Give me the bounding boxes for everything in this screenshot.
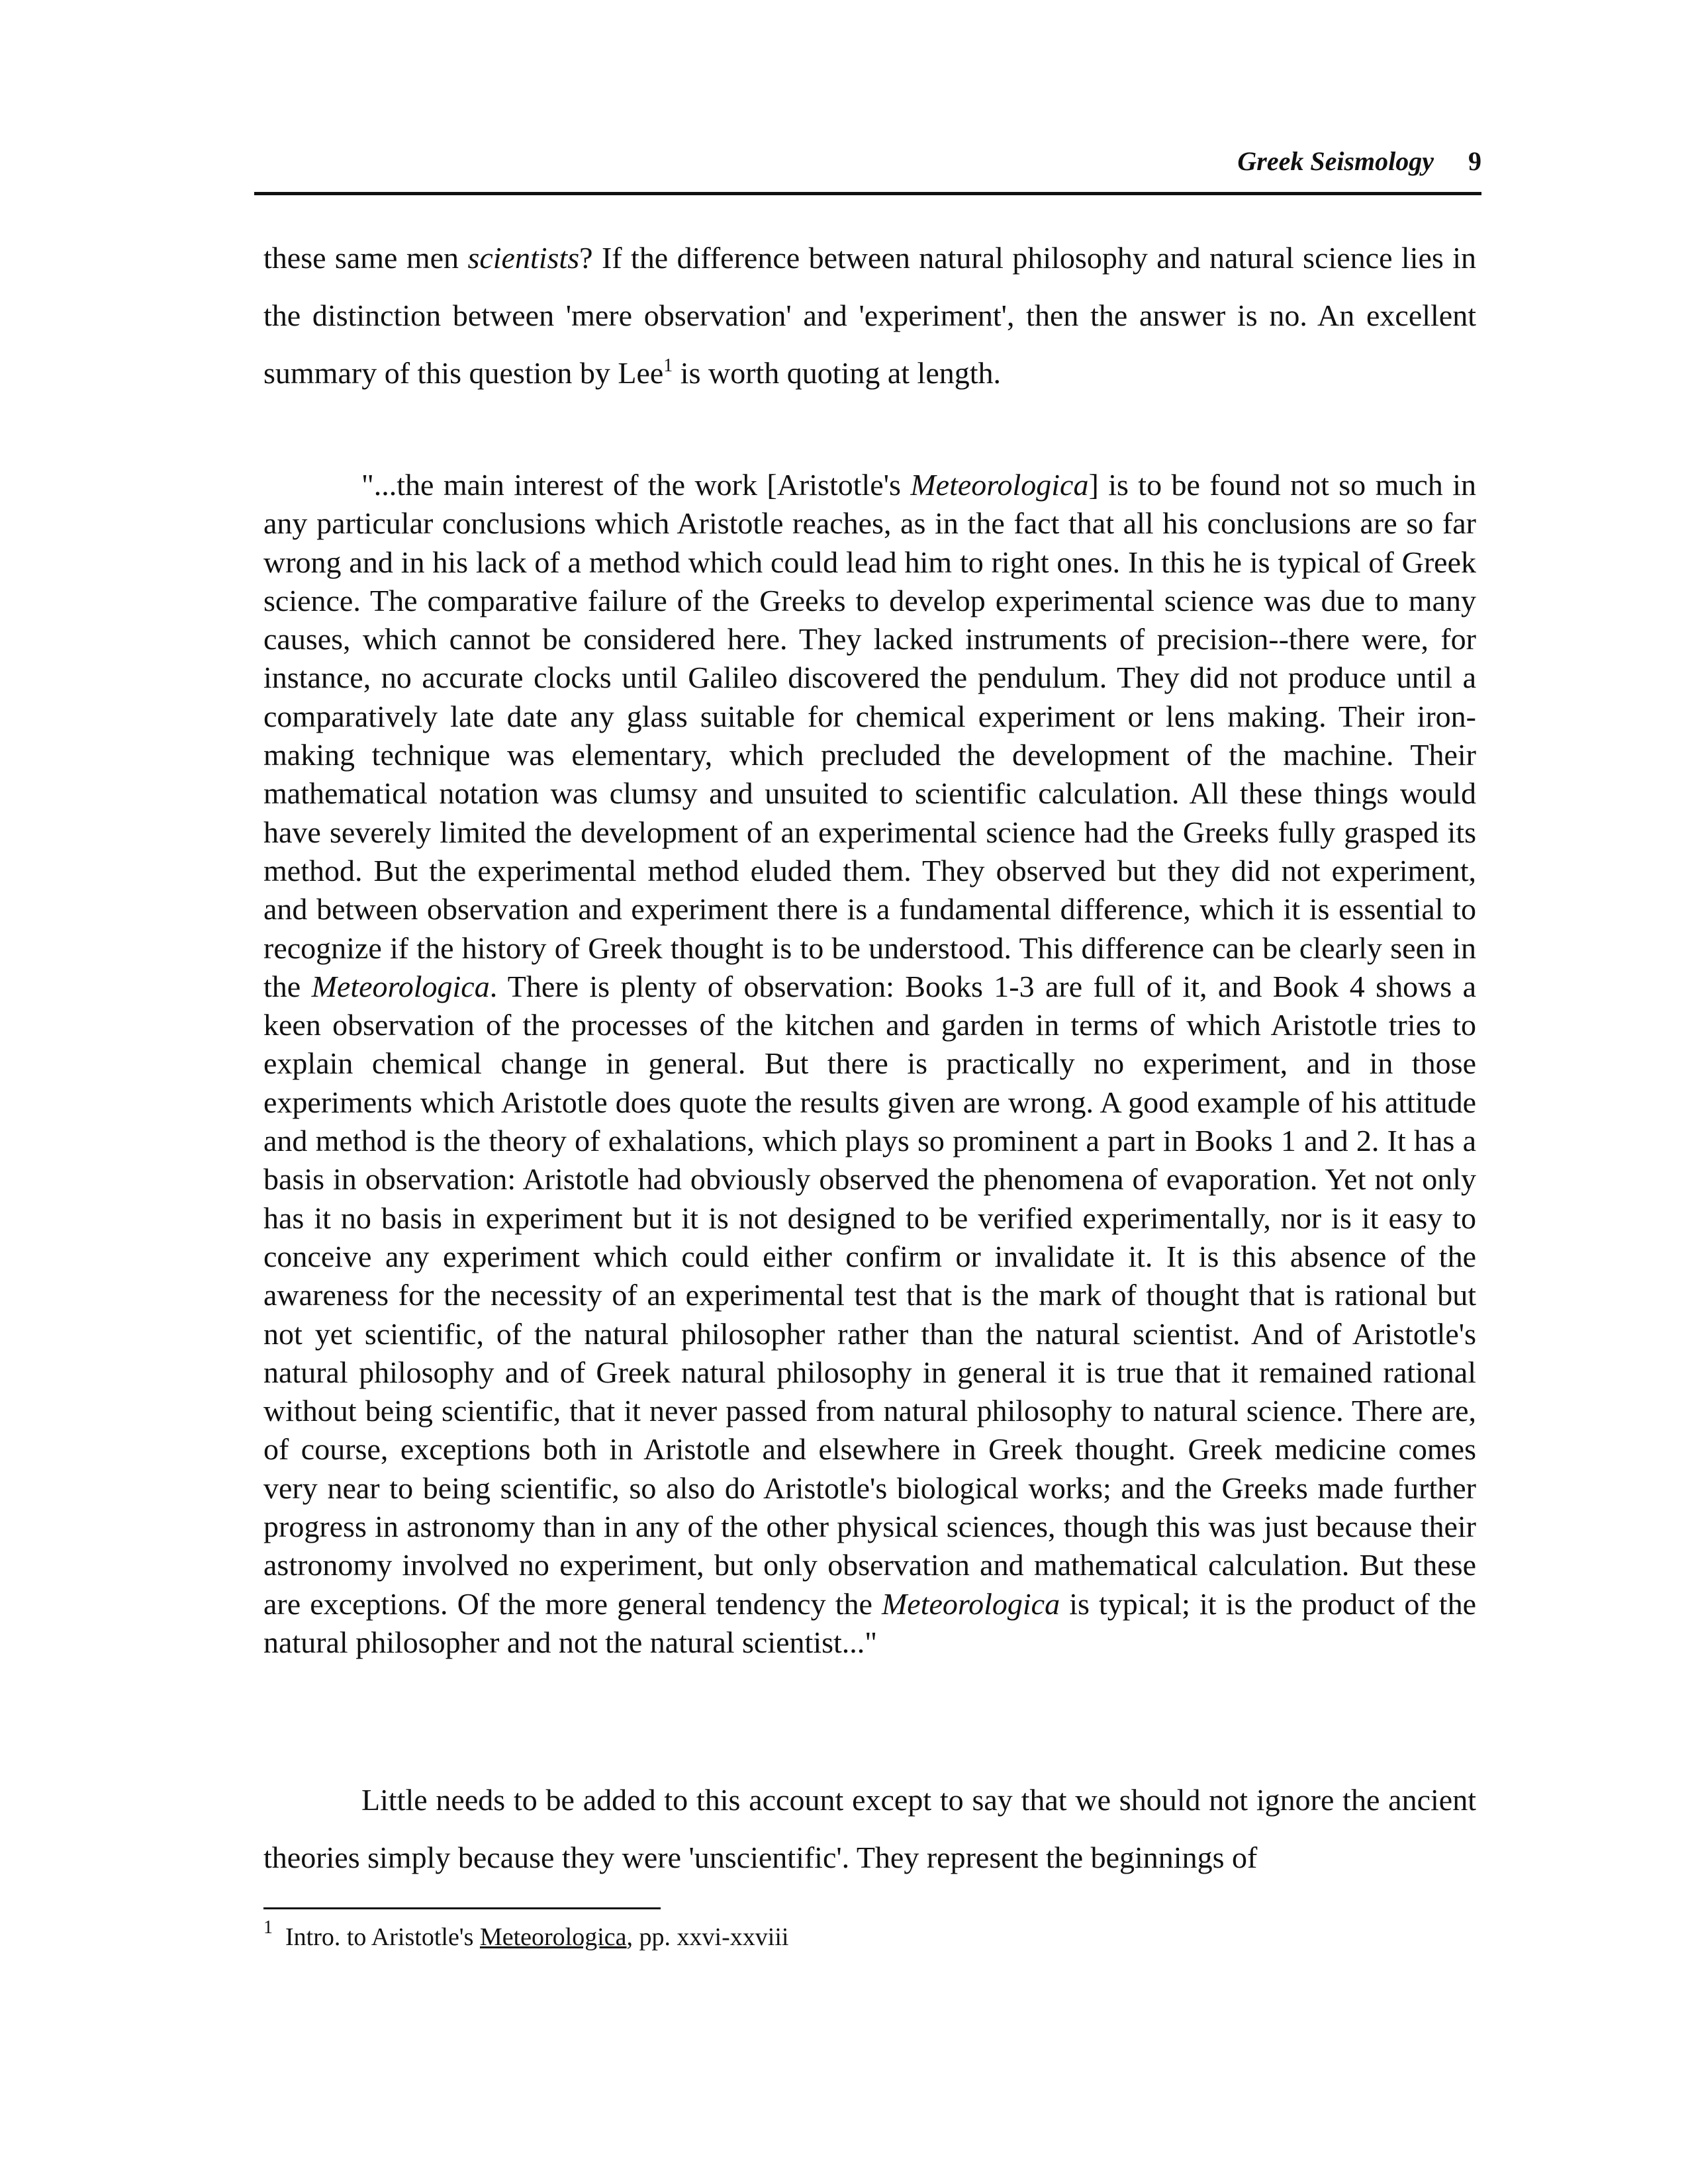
paragraph-intro-text-3: is worth quoting at length.	[673, 356, 1002, 390]
quote-text-4: is typical; it is the product of the natural philosopher and not the natural scientist..."	[263, 1586, 1476, 1659]
footnote-reference: 1	[663, 355, 673, 376]
running-title: Greek Seismology	[1237, 146, 1434, 176]
quote-title-italic-1: Meteorologica	[910, 468, 1089, 502]
footnote-title-underlined: Meteorologica	[479, 1923, 627, 1951]
footnote-text-2: , pp. xxvi-xxviii	[626, 1923, 789, 1951]
footnote-text-1: Intro. to Aristotle's	[285, 1923, 480, 1951]
block-quote	[263, 466, 1476, 1662]
quote-title-italic-3: Meteorologica	[881, 1586, 1060, 1621]
quote-text-2: ] is to be found not so much in any particular conclusions which Aristotle reaches, as in the fact that all his conclusions are so far wrong and in his lack of a method which could lead him to right ones. In this he is typical of Greek science. The comparative failure of the Greeks to develop experimental science was due to many causes, which cannot be considered here. They lacked instruments of precision--there were, for instance, no accurate clocks until Galileo discovered the pendulum. They did not produce until a comparatively late date any glass suitable for chemical experiment or lens making. Their iron-making technique was elementary, which precluded the development of the machine. Their mathematical notation was clumsy and unsuited to scientific calculation. All these things would have severely limited the development of an experimental science had the Greeks fully grasped its method. But the experimental method eluded them. They observed but they did not experiment, and between observation and experiment there is a fundamental difference, which it is essential to recognize if the history of Greek thought is to be understood. This difference can be clearly seen in the	[263, 468, 1476, 1003]
quote-text-3: . There is plenty of observation: Books 1-3 are full of it, and Book 4 shows a keen observation of the processes of the kitchen and garden in terms of which Aristotle tries to explain chemical change in general. But there is practically no experiment, and in those experiments which Aristotle does quote the results given are wrong. A good example of his attitude and method is the theory of exhalations, which plays so prominent a part in Books 1 and 2. It has a basis in observation: Aristotle had obviously observed the phenomena of evaporation. Yet not only has it no basis in experiment but it is not designed to be verified experimentally, nor is it easy to conceive any experiment which could either confirm or invalidate it. It is this absence of the awareness for the necessity of an experimental test that is the mark of thought that is rational but not yet scientific, of the natural philosopher rather than the natural scientist. And of Aristotle's natural philosophy and of Greek natural philosophy in general it is true that it remained rational without being scientific, that it never passed from natural philosophy to natural science. There are, of course, exceptions both in Aristotle and elsewhere in Greek thought. Greek medicine comes very near to being scientific, so also do Aristotle's biological works; and the Greeks made further progress in astronomy than in any of the other physical sciences, though this was just because their astronomy involved no experiment, but only observation and mathematical calculation. But these are exceptions. Of the more general tendency the	[263, 969, 1476, 1621]
emphasis-scientists: scientists	[467, 241, 580, 275]
page-number: 9	[1468, 146, 1481, 176]
footnote-rule	[263, 1907, 661, 1909]
paragraph-intro-text-1: these same men	[263, 241, 468, 275]
running-header	[258, 146, 1481, 177]
paragraph-conclusion: Little needs to be added to this account except to say that we should not ignore the ancient theories simply because they were 'unscientific'. They represent the beginnings of	[263, 1783, 1476, 1874]
quote-title-italic-2: Meteorologica	[311, 969, 490, 1003]
header-rule	[254, 192, 1481, 195]
footnote-number: 1	[263, 1917, 273, 1938]
footnote	[263, 1919, 788, 1955]
quote-text-1: "...the main interest of the work [Aristotle's	[361, 468, 911, 502]
paragraph-intro-text-2: ? If the difference between natural philosophy and natural science lies in the distinction between 'mere observation' and 'experiment', then the answer is no. An excellent summary of this question by Lee	[263, 241, 1476, 390]
paragraph-intro	[263, 229, 1476, 402]
